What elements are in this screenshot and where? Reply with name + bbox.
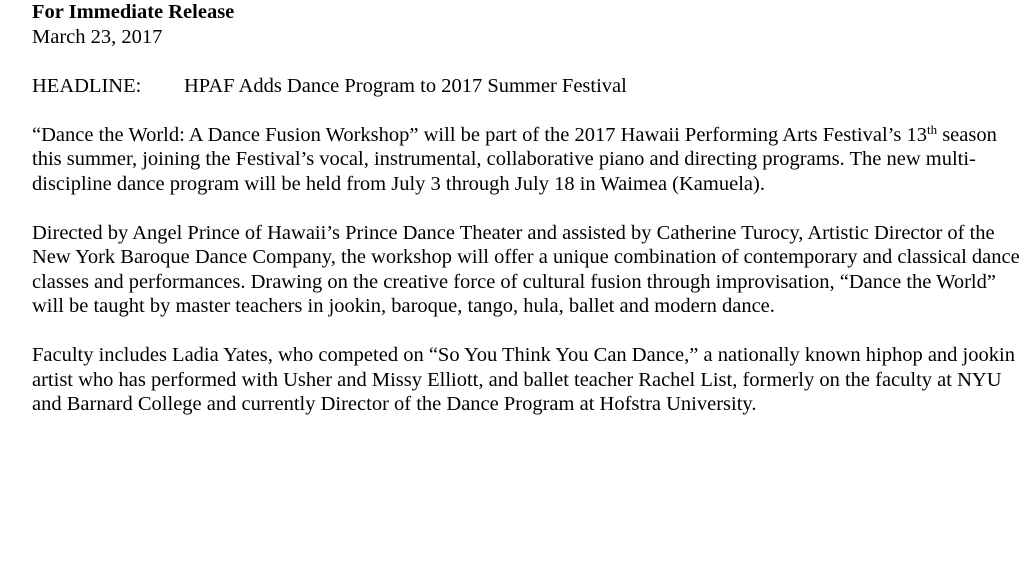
paragraph-intro [32, 123, 1022, 197]
release-date: March 23, 2017 [32, 25, 163, 48]
spacer [32, 319, 1022, 344]
spacer [32, 196, 1022, 221]
headline-label: HEADLINE: [32, 74, 142, 97]
headline-text: HPAF Adds Dance Program to 2017 Summer Festival [184, 74, 627, 97]
paragraph-intro-part2: season this summer, joining the Festival’s vocal, instrumental, collaborative piano and directing programs. The new multi-discipline dance program will be held from July 3 through July 18 in Waimea (Kamuela). [32, 123, 997, 195]
headline [32, 74, 1022, 99]
spacer [32, 98, 1022, 123]
press-release-document [32, 0, 1022, 417]
paragraph-intro-part1: “Dance the World: A Dance Fusion Workshop” will be part of the 2017 Hawaii Performing Arts Festival’s 13 [32, 123, 927, 146]
paragraph-faculty: Faculty includes Ladia Yates, who competed on “So You Think You Can Dance,” a nationally known hiphop and jookin artist who has performed with Usher and Missy Elliott, and ballet teacher Rachel List, formerly on the faculty at NYU and Barnard College and currently Director of the Dance Program at Hofstra University. [32, 344, 1015, 415]
paragraph-directors: Directed by Angel Prince of Hawaii’s Prince Dance Theater and assisted by Catherine Turocy, Artistic Director of the New York Baroque Dance Company, the workshop will offer a unique combination of contemporary and classical dance classes and performances. Drawing on the creative force of cultural fusion through improvisation, “Dance the World” will be taught by master teachers in jookin, baroque, tango, hula, ballet and modern dance. [32, 221, 1020, 317]
spacer [32, 49, 1022, 74]
ordinal-superscript: th [926, 121, 938, 137]
release-label: For Immediate Release [32, 1, 235, 23]
